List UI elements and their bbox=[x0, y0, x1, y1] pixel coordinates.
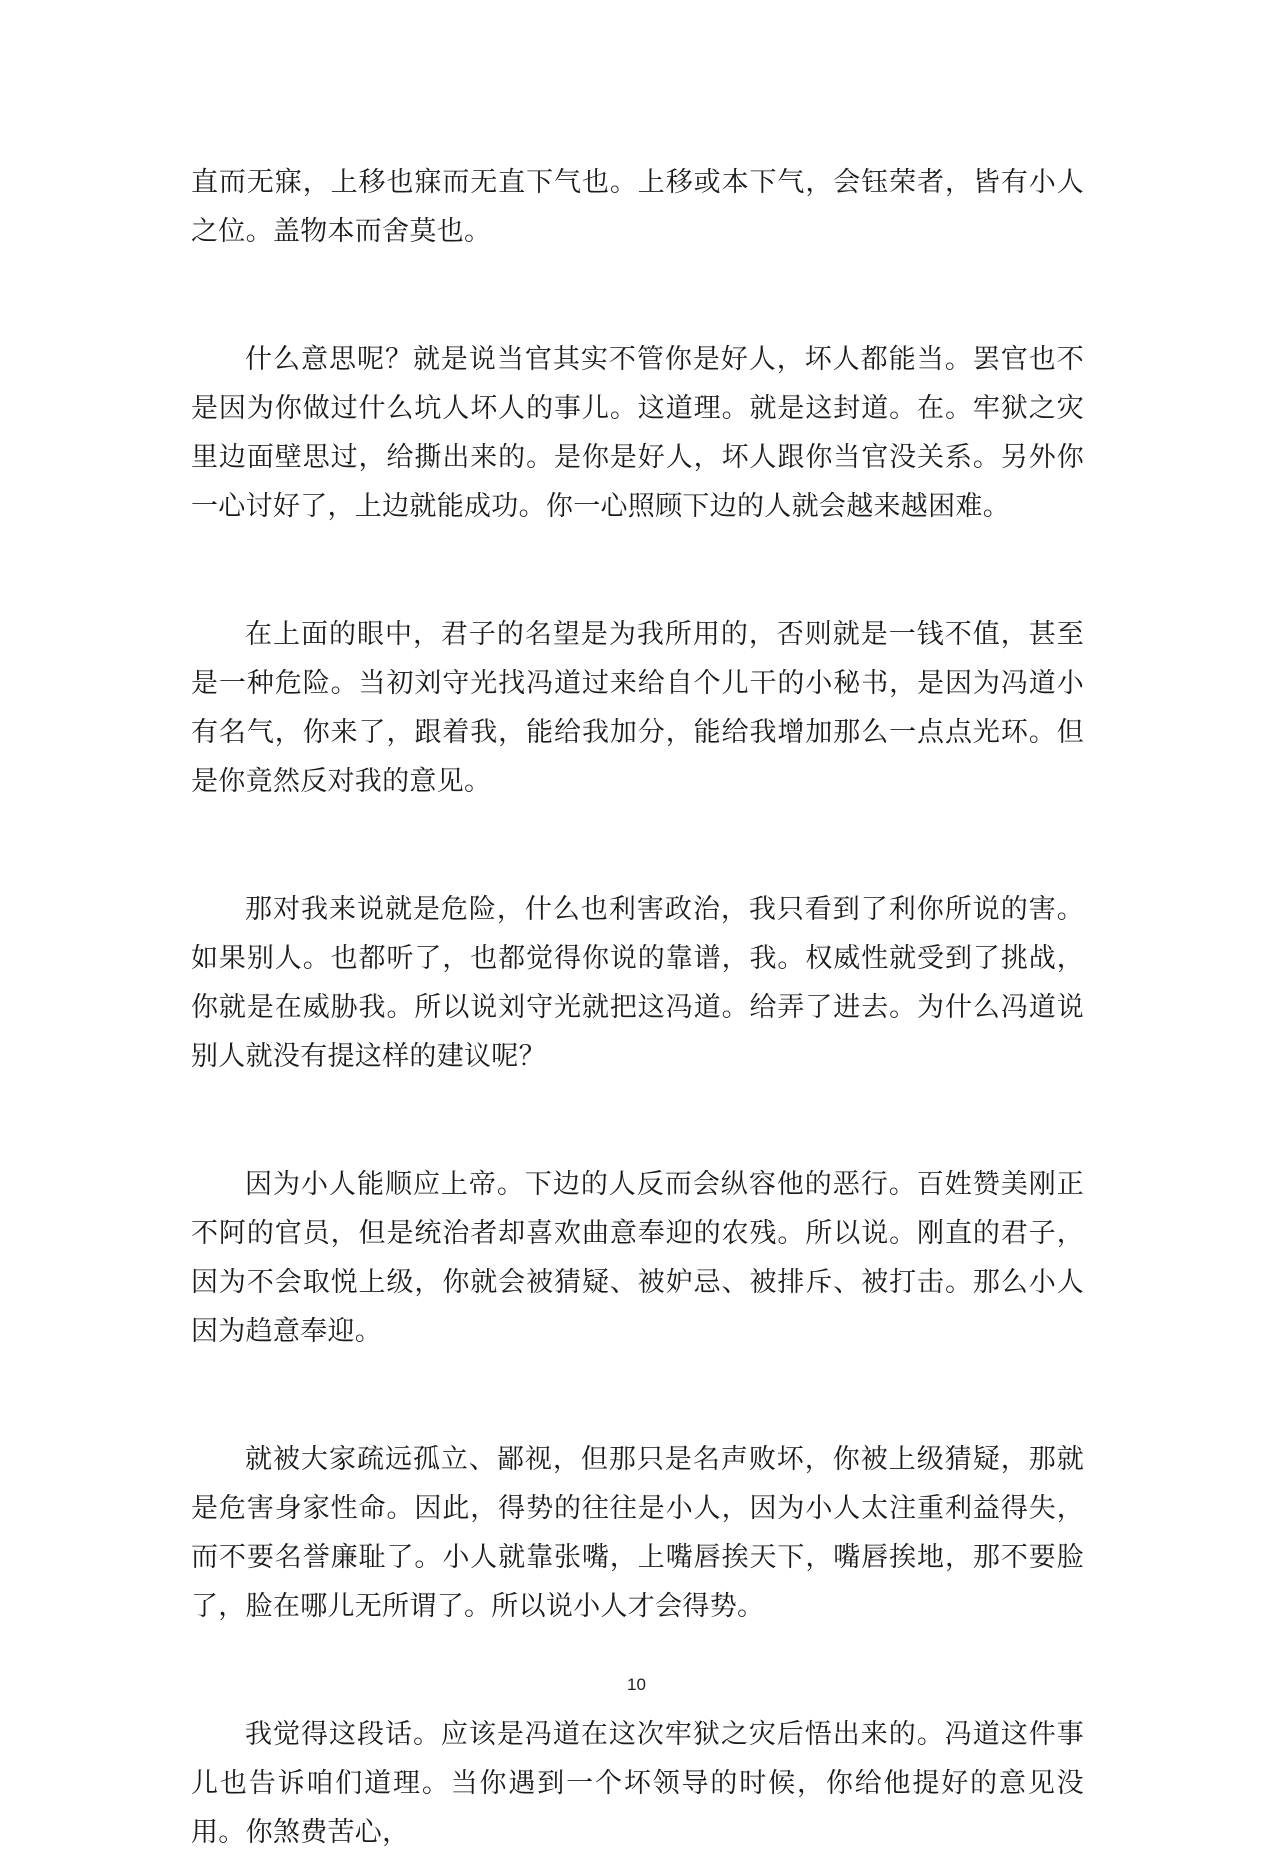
paragraph-7: 我觉得这段话。应该是冯道在这次牢狱之灾后悟出来的。冯道这件事儿也告诉咱们道理。当你遇到一个坏领导的时候，你给他提好的意见没用。你煞费苦心， bbox=[191, 1719, 1084, 1848]
paragraph-2: 什么意思呢？就是说当官其实不管你是好人，坏人都能当。罢官也不是因为你做过什么坑人坏人的事儿。这道理。就是这封道。在。牢狱之灾里边面壁思过，给撕出来的。是你是好人，坏人跟你当官没关系。另外你一心讨好了，上边就能成功。你一心照顾下边的人就会越来越困难。 bbox=[191, 344, 1084, 522]
page-body bbox=[191, 158, 1084, 1857]
paragraph-4: 那对我来说就是危险，什么也利害政治，我只看到了利你所说的害。如果别人。也都听了，也都觉得你说的靠谱，我。权威性就受到了挑战，你就是在威胁我。所以说刘守光就把这冯道。给弄了进去。为什么冯道说别人就没有提这样的建议呢？ bbox=[191, 894, 1084, 1072]
paragraph-6: 就被大家疏远孤立、鄙视，但那只是名声败坏，你被上级猜疑，那就是危害身家性命。因此，得势的往往是小人，因为小人太注重利益得失，而不要名誉廉耻了。小人就靠张嘴，上嘴唇挨天下，嘴唇挨地，那不要脸了，脸在哪儿无所谓了。所以说小人才会得势。 bbox=[191, 1444, 1084, 1622]
paragraph-3: 在上面的眼中，君子的名望是为我所用的，否则就是一钱不值，甚至是一种危险。当初刘守光找冯道过来给自个儿干的小秘书，是因为冯道小有名气，你来了，跟着我，能给我加分，能给我增加那么一点点光环。但是你竟然反对我的意见。 bbox=[191, 619, 1084, 797]
paragraph-1: 直而无寐，上移也寐而无直下气也。上移或本下气，会钰荣者，皆有小人之位。盖物本而舍莫也。 bbox=[191, 167, 1084, 247]
page-number: 10 bbox=[627, 1675, 646, 1694]
paragraph-5: 因为小人能顺应上帝。下边的人反而会纵容他的恶行。百姓赞美刚正不阿的官员，但是统治者却喜欢曲意奉迎的农残。所以说。刚直的君子，因为不会取悦上级，你就会被猜疑、被妒忌、被排斥、被打击。那么小人因为趋意奉迎。 bbox=[191, 1169, 1084, 1347]
